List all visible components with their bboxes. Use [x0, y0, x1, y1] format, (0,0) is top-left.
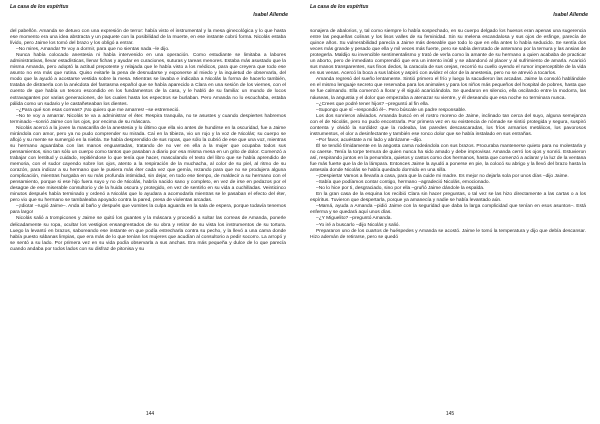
paragraph: –Supongo que sí –respondió él–. Pero búscale un padre responsable. [316, 107, 467, 113]
paragraph: Nunca había colocado anestesia ni había intervenido en una operación. Como estudiante se limitaba a labores administrativas, llevar estadísticas, llenar fichas y ayudar en curaciones, suturas y tareas menores. Estaba más asustado que la misma Amanda, pero adoptó la actitud prepotente y relajada que le había visto a los médicos, para que creyera que todo ese asunto no era más que rutina. Quiso evitarle la pena de desnudarse y exponerse al miedo y la inquietud de observarla, del modo que la ayudó a acostarse vestida sobre la mesa. Mientras se lavaba e indicaba a Nicolás la forma de hacerlo también, trataba de distraerla con la anécdota del fantasma español que se había aparecido a Clara en una sesión de los viernes, con el cuento de que había un tesoro escondido en los fundamentos de la casa, y le habló de su familia: un mundo de locos extravagantes por varias generaciones, de los cuales hasta los espectros se burlaban. Pero Amanda no lo escuchaba, estaba pálida como un sudario y le castañeteaban los dientes. [10, 53, 286, 107]
running-header-title: La casa de los espíritus [10, 4, 69, 10]
paragraph: –¿Para qué son esas correas? ¡No quiero que me amarres! –se estremeció. [16, 107, 180, 113]
paragraph: Amanda regresó del sueño lentamente. Sintió primero el frío y luego la sacudieron las arcadas. Jaime la consoló hablándole en el mismo lenguaje secreto que reservaba para los animales y para los niños más pequeños del hospital de pobres, hasta que se fue calmando. Ella comenzó a llorar y él siguió acariciándola. Se quedaron en silencio, ella oscilando entre la modorra, las náuseas, la angustia y el dolor que empezaba a atenazar su vientre, y él deseando que esa noche no terminara nunca. [310, 77, 586, 101]
paragraph: sonajera de abalorios, y, tal como siempre lo había sospechado, en su cuerpo delgado los huesos eran apenas una sugerencia entre las pequeñas colinas y los lisos valles de su feminidad. Sin su melena escandalosa y sus ojos de esfinge, parecía de quince años. Su vulnerabilidad parecía a Jaime más deseable que todo lo que en ella antes lo había seducido. Se sentía dos veces más grande y pesado que ella y mil veces más fuerte, pero se sabía derrotado de antemano por la ternura y las ansias de protegerla. Maldijo su invencible sentimentalismo y trató de verla como la amante de su hermano a quien acababa de practicar un aborto, pero de inmediato comprendió que era un intento inútil y se abandonó al placer y al sufrimiento de amarla. Acarició sus manos transparentes, sus finos dedos, la caracola de sus orejas, recorrió su cuello oyendo el rumor imperceptible de la vida en sus venas. Acercó la boca a sus labios y aspiró con avidez el olor de la anestesia, pero no se atrevió a tocarlos. [310, 29, 586, 77]
page-number: 145 [445, 411, 455, 417]
paragraph: –¿Crees que podré tener hijos? –preguntó al fin ella. [316, 101, 430, 107]
paragraph: Prepararon uno de los cuartos de huéspedes y Amanda se acostó. Jaime le tomó la temperatura y dijo que debía descansar. Hizo ademán de retirarse, pero se quedó [310, 228, 586, 240]
page-body-text [10, 29, 286, 253]
paragraph: Él se tendió tímidamente en la angosta cama rodeándola con sus brazos. Procuraba mantenerse quieto para no molestarla y no caerse. Tenía la torpe ternura de quien nunca ha sido amado y debe improvisar. Amanda cerró los ojos y sonrió. Estuvieron así, respirando juntos en la penumbra, quietos y castos como dos hermanos, hasta que comenzó a aclarar y la luz de la ventana fue más fuerte que la de la lámpara. Entonces Jaime la ayudó a ponerse en pie, la colocó su abrigo y la llevó del brazo hasta la antesala donde Nicolás se había quedado dormido en una silla. [310, 143, 586, 174]
paragraph: En la gran casa de la esquina los recibió Clara sin hacer preguntas, o tal vez se las hizo directamente a las cartas o a los espíritus. Tuvieron que despertarla, porque ya amanecía y nadie se había levantado aún. [310, 192, 586, 204]
paragraph: –No mires, Amanda! Te voy a dormir, para que no sientas nada –le dijo. [16, 47, 170, 53]
paragraph: –Sabía que podíamos contar contigo, hermano –agradeció Nicolás, emocionado. [316, 180, 490, 186]
paragraph: –Yo iré a buscarlo –dijo Nicolás y salió. [316, 222, 400, 228]
paragraph: Nicolás salió a trompicones y Jaime se quitó los guantes y la máscara y procedió a soltar las correas de Amanda, ponerle delicadamente su ropa, ocultar los vestigios ensangrentados de su obra y retirar de su vista los instrumentos de su tortura. Luego la levantó en brazos, saboreando ese instante en que podía estrecharla contra su pecho, y la llevó a una cama donde había puesto sábanas limpias, que era más de lo que tenían los mujeres que acudían al consultorio a pedir socorro. La arropó y se sentó a su lado. Por primera vez en su vida podía observarla a sus anchas. Era más pequeña y dulce de lo que parecía cuando andaba por todos lados con su disfraz de pitonisa y su [10, 216, 286, 252]
running-header-title: La casa de los espíritus [310, 4, 369, 10]
paragraph: –¿Y Miguelito? –preguntó Amanda. [316, 216, 392, 222]
running-header-author: Isabel Allende [253, 12, 288, 18]
paragraph: –Por favor, acuéstate a mi lado y abrázame –dijo. [316, 137, 423, 143]
right-page [306, 0, 594, 424]
paragraph: –¡Despierta! Vamos a llevarla a casa, para que la cuide mi madre. Es mejor no dejarla sola por unos días –dijo Jaime. [316, 174, 569, 180]
left-page [6, 0, 294, 424]
paragraph: Nicolás acercó a la joven la mascarilla de la anestesia y lo último que ella vio antes de hundirse en la oscuridad, fue a Jaime mirándola con amor, pero ya no pudo comprender su mirada. Caí en la tibieza, vio un rojo y la voz de Nicolás; su cuerpo se aflojó y su mente se sumergió en la niebla. Se había desprendido de sus ropas, que sólo la cubrió de ese que una voz, mientras su hermano aguardaba con las manos enguantadas, tratando de no ver en ella a la mujer que ocupaba todos sus pensamientos, sino tan sólo un cuerpo como tantos que pasaban a diario por esa misma mesa en un grito de dolor. Comenzó a trabajar con lentitud y cuidado, repitiéndose lo que tenía que hacer, masculando el texto del libro que se había aprendido de memoria, con el sudor cayendo sobre los ojos, atento a la respiración de la muchacha, al color de su piel, al ritmo de su corazón, para indicar a su hermano que le pusiera más éter cada vez que gemía, rezando para que no se produjera alguna complicación, mientras hurgaba en su más profunda intimidad, sin dejar, en todo ese tiempo, de maldecir a su hermano con el pensamiento, porque si ese hijo fuera suyo y no de Nicolás, habría nacido sano y completo, en vez de irse en pedazos por el desagüe de ese miserable consultorio y de la huida oscura y protegido, en vez de sentirlo en su vida a cuchilladas. Veinticinco minutos después había terminado y ordenó a Nicolás que lo ayudara a acomodarla mientras se le pasaban el efecto del éter, pero vio que su hermano se tambaleaba apoyado contra la pared, presa de violentas arcadas. [10, 125, 286, 204]
running-header-author: Isabel Allende [553, 12, 588, 18]
paragraph: –No te voy a amarrar. Nicolás te va a administrar el éter. Respira tranquila, no te asustes y cuando despiertes habremos terminado –sonrió Jaime con los ojos, por encima de su máscara. [10, 113, 286, 125]
paragraph: –¡Idiota! –rugió Jaime–. Anda al baño y después que vomites la culpa aguarda en la sala de espera, porque todavía tenemos para largo! [10, 204, 286, 216]
page-body-text [310, 29, 586, 241]
paragraph: –Mamá, ayuda a Amanda –pidió Jaime con la seguridad que daba la larga complicidad que tenían en esos asuntos–. Está enferma y se quedará aquí unos días. [310, 204, 586, 216]
paragraph: –No lo hice por ti, desgraciado, sino por ella –gruñó Jaime dándole la espalda. [316, 186, 485, 192]
paragraph: Los dos sonrieron aliviados. Amanda buscó en el rostro moreno de Jaime, inclinado tan cerca del suyo, alguna semejanza con el de Nicolás, pero no pudo encontrarla. Por primera vez en su existencia de nómade se sintió protegida y segura, suspiró contenta y olvidó la sordidez que la rodeaba, las paredes descascaradas, los fríos armarios metálicos, los pavorosos instrumentos, el olor a desinfectante y también ese ronco dolor que se había instalado en sus entrañas. [310, 113, 586, 137]
paragraph: del pabellón. Amanda se detuvo con una expresión de terror: había visto el instrumental y la mesa ginecológica y lo que hasta ese momento era una idea abstracta y un paquete con la posibilidad de la muerte, en ese instante cobró forma. Nicolás estaba lívido, pero Jaime los tomó del brazo y los obligó a entrar. [10, 29, 286, 47]
page-number: 144 [145, 411, 155, 417]
